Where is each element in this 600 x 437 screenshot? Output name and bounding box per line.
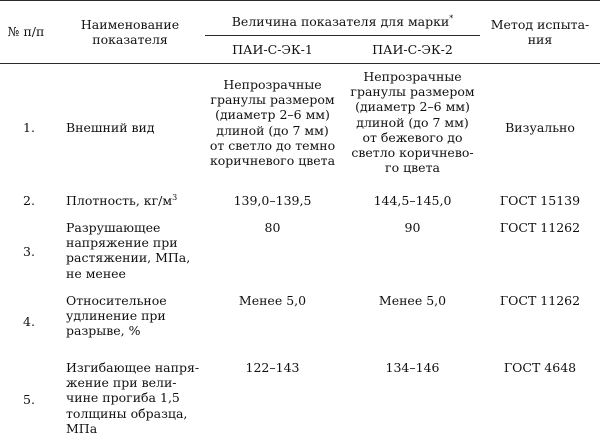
row-4-value-2: Менее 5,0 [378,293,447,308]
row-5-num: 5. [23,392,35,407]
row-5-value-1: 122–143 [245,360,300,375]
row-2-name-exponent: 3 [172,192,178,202]
table-top-rule [0,0,600,1]
row-1-name: Внешний вид [66,120,155,135]
row-2-value-1: 139,0–139,5 [233,193,312,208]
row-3-value-1: 80 [264,220,281,235]
row-5-value-2: 134–146 [385,360,440,375]
header-subrule [205,35,480,36]
row-2-num: 2. [23,193,35,208]
row-3-num: 3. [23,244,35,259]
header-col-method: Метод испыта- ния [490,17,590,48]
header-bottom-rule [0,63,600,64]
row-3-method: ГОСТ 11262 [499,220,581,235]
row-1-value-1: Непрозрачные гранулы размером (диаметр 2–6 мм) длиной (до 7 мм) от светло до темно коричневого цвета [209,77,336,169]
row-5-method: ГОСТ 4648 [503,360,577,375]
header-col-name: Наименование показателя [80,17,180,48]
row-1-method: Визуально [505,120,575,135]
header-col-value [205,14,480,29]
row-3-name: Разрушающее напряжение при растяжении, МПа, не менее [66,220,191,281]
header-col-num: № п/п [7,24,45,39]
row-4-name: Относительное удлинение при разрыве, % [66,293,167,339]
row-4-num: 4. [23,314,35,329]
row-4-value-1: Менее 5,0 [238,293,307,308]
row-2-name [66,193,177,208]
row-1-value-2: Непрозрачные гранулы размером (диаметр 2–6 мм) длиной (до 7 мм) от бежевого до светло коричнево- го цвета [350,69,475,176]
row-5-name: Изгибающее напря- жение при вели- чине прогиба 1,5 толщины образца, МПа [66,360,200,436]
row-2-name-text: Плотность, кг/м [66,193,173,208]
row-2-method: ГОСТ 15139 [499,193,581,208]
header-col-value-text: Величина показателя для марки [231,14,450,29]
header-col-brand1: ПАИ-С-ЭК-1 [232,42,313,57]
header-footnote-mark: * [449,13,454,23]
row-1-num: 1. [23,120,35,135]
row-4-method: ГОСТ 11262 [499,293,581,308]
row-2-value-2: 144,5–145,0 [373,193,452,208]
row-3-value-2: 90 [404,220,421,235]
header-col-brand2: ПАИ-С-ЭК-2 [372,42,453,57]
